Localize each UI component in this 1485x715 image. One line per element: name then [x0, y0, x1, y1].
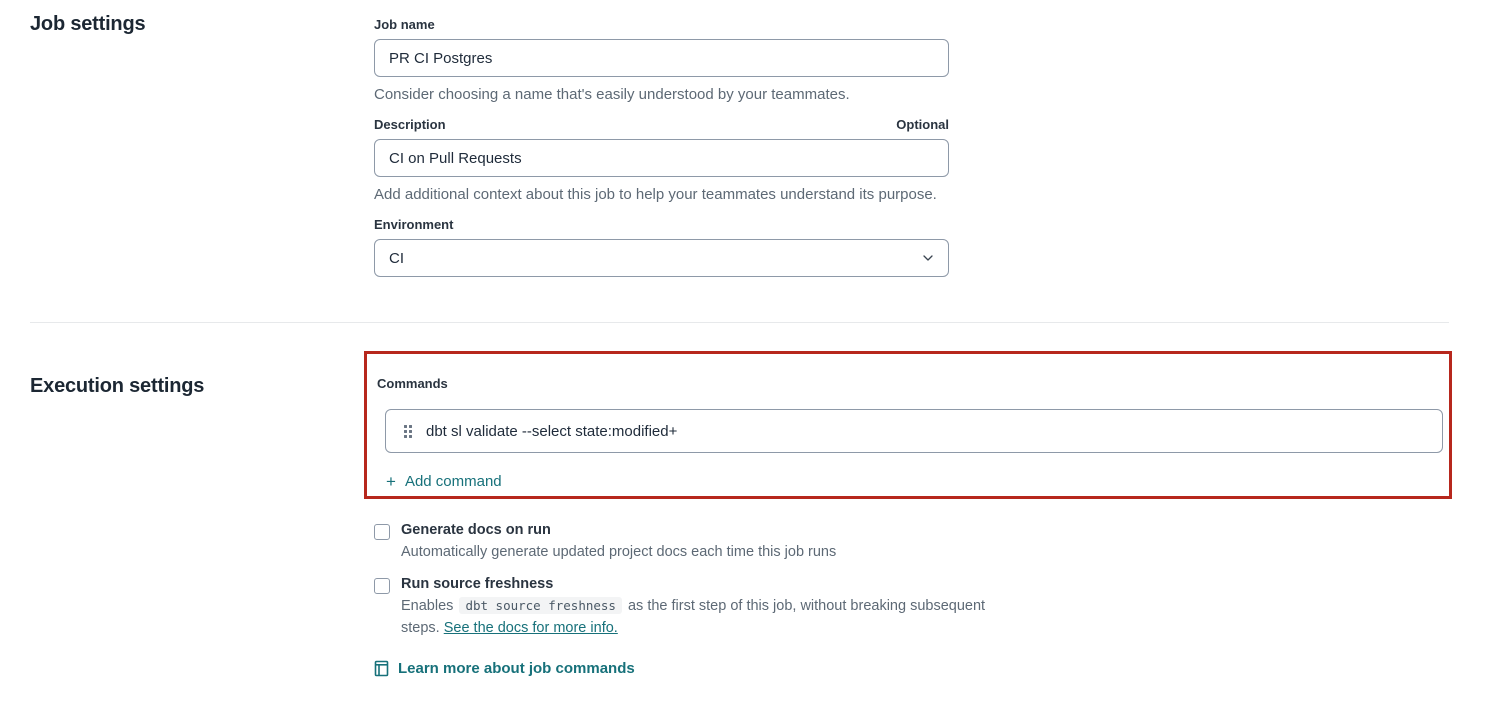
job-name-label: Job name — [374, 17, 435, 32]
plus-icon: + — [386, 472, 396, 491]
book-icon — [374, 660, 389, 677]
command-row[interactable] — [385, 409, 1443, 453]
generate-docs-label: Generate docs on run — [401, 522, 551, 538]
environment-group — [374, 217, 949, 277]
commands-highlight-box — [364, 351, 1452, 499]
chevron-down-icon — [922, 254, 934, 262]
generate-docs-row — [374, 522, 836, 562]
generate-docs-description: Automatically generate updated project docs each time this job runs — [401, 544, 837, 560]
description-group — [374, 117, 949, 203]
source-freshness-row — [374, 576, 985, 638]
generate-docs-checkbox[interactable] — [374, 524, 390, 540]
source-freshness-desc-line2-prefix: steps. — [401, 620, 444, 636]
source-freshness-code: dbt source freshness — [459, 597, 622, 614]
environment-label: Environment — [374, 217, 454, 232]
command-text: dbt sl validate --select state:modified+ — [426, 422, 678, 440]
job-settings-heading: Job settings — [30, 13, 146, 35]
description-label: Description — [374, 117, 446, 132]
learn-more-link[interactable] — [374, 660, 635, 677]
source-freshness-description-line2 — [401, 618, 985, 638]
description-helper: Add additional context about this job to help your teammates understand its purpose. — [374, 186, 937, 203]
description-input[interactable] — [374, 139, 949, 177]
source-freshness-desc-prefix: Enables — [401, 598, 454, 614]
source-freshness-desc-suffix: as the first step of this job, without breaking subsequent — [623, 598, 986, 614]
execution-settings-heading: Execution settings — [30, 375, 205, 397]
source-freshness-description — [401, 596, 985, 616]
environment-selected-value: CI — [389, 249, 404, 267]
job-name-input[interactable] — [374, 39, 949, 77]
job-name-group — [374, 17, 949, 103]
environment-select[interactable] — [374, 239, 949, 277]
learn-more-label: Learn more about job commands — [398, 660, 635, 677]
drag-handle-icon[interactable] — [404, 425, 412, 438]
source-freshness-label: Run source freshness — [401, 576, 554, 592]
section-divider — [30, 322, 1449, 323]
commands-label: Commands — [377, 376, 448, 391]
job-name-helper: Consider choosing a name that's easily understood by your teammates. — [374, 86, 850, 103]
description-optional-badge: Optional — [896, 117, 949, 132]
see-docs-link[interactable]: See the docs for more info. — [443, 620, 618, 636]
add-command-label: Add command — [404, 473, 502, 490]
add-command-button[interactable] — [386, 473, 502, 490]
source-freshness-checkbox[interactable] — [374, 578, 390, 594]
